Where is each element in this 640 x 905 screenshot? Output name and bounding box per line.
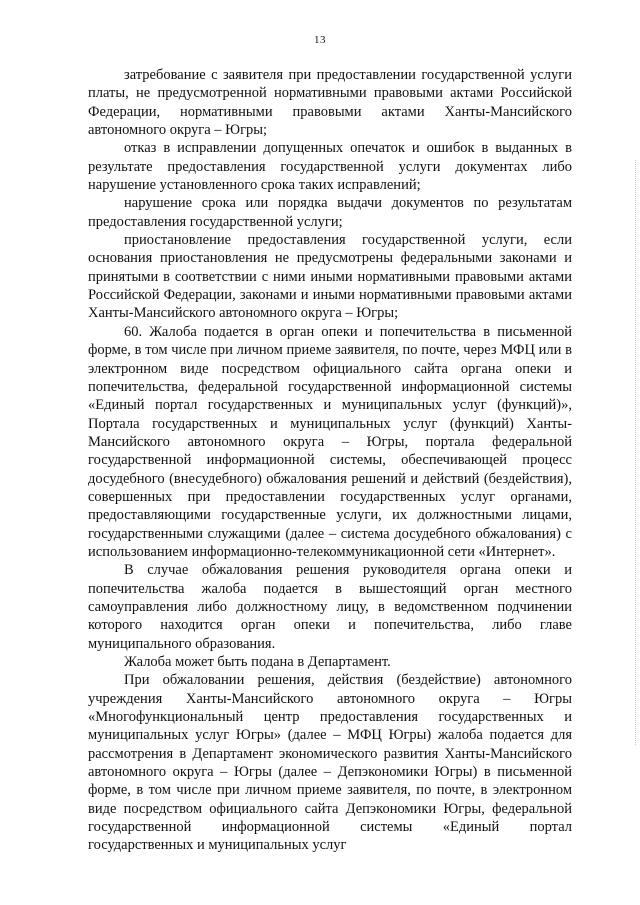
scan-edge-line [634,160,636,745]
paragraph-mfc-appeal: При обжаловании решения, действия (бездействие) автономного учреждения Ханты-Мансийского автономного округа – Югры «Многофункциональный центр предоставления государственных и муниципальных услуг Югры» (далее – МФЦ Югры) жалоба подается для рассмотрения в Департамент экономического развития Ханты-Мансийского автономного округа – Югры (далее – Депэкономики Югры) в письменной форме, в том числе при личном приеме заявителя, по почте, в электронном виде посредством официального сайта Депэкономики Югры, федеральной государственной информационной системы «Единый портал государственных и муниципальных услуг [88,672,572,854]
paragraph-suspension: приостановление предоставления государственной услуги, если основания приостановления не предусмотрены федеральными законами и принятыми в соответствии с ними иными нормативными правовыми актами Российской Федерации, законами и иными нормативными правовыми актами Ханты-Мансийского автономного округа – Югры; [88,232,572,322]
document-body [88,66,572,855]
paragraph-department: Жалоба может быть подана в Департамент. [124,654,391,670]
paragraph-delivery-violation: нарушение срока или порядка выдачи документов по результатам предоставления государственной услуги; [88,195,572,230]
paragraph-fee-demand: затребование с заявителя при предоставлении государственной услуги платы, не предусмотренной нормативными правовыми актами Российской Федерации, нормативными правовыми актами Ханты-Мансийского автономного округа – Югры; [88,67,572,139]
page-number: 13 [314,34,326,46]
paragraph-item-60: 60. Жалоба подается в орган опеки и попечительства в письменной форме, в том числе при личном приеме заявителя, по почте, через МФЦ или в электронном виде посредством официального сайта органа опеки и попечительства, федеральной государственной информационной системы «Единый портал государственных и муниципальных услуг (функций)», Портала государственных и муниципальных услуг (функций) Ханты-Мансийского автономного округа – Югры, портала федеральной государственной информационной системы, обеспечивающей процесс досудебного (внесудебного) обжалования решений и действий (бездействия), совершенных при предоставлении государственных услуг органами, предоставляющими государственные услуги, их должностными лицами, государственными служащими (далее – система досудебного обжалования) с использованием информационно-телекоммуникационной сети «Интернет». [88,323,572,560]
paragraph-guardianship-appeal: В случае обжалования решения руководителя органа опеки и попечительства жалоба подается в вышестоящий орган местного самоуправления либо должностному лицу, в ведомственном подчинении которого находится орган опеки и попечительства, либо главе муниципального образования. [88,562,572,652]
paragraph-typo-refusal: отказ в исправлении допущенных опечаток и ошибок в выданных в результате предоставления государственной услуги документах либо нарушение установленного срока таких исправлений; [88,140,572,194]
